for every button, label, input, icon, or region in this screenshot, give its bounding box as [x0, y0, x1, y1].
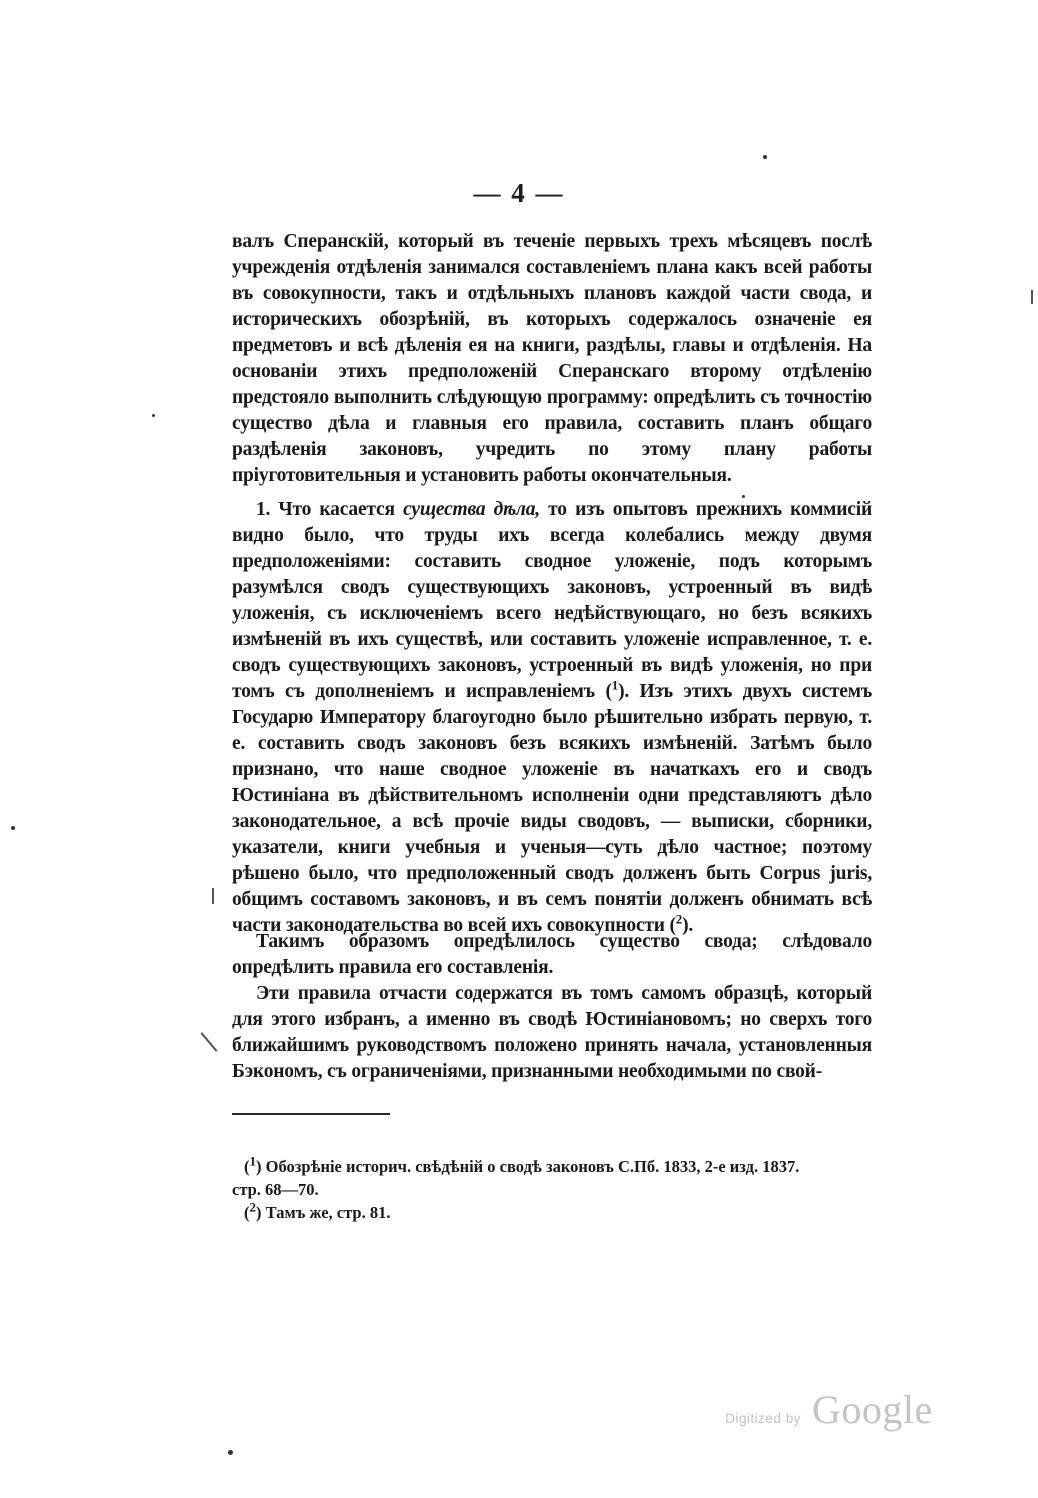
paragraph-continuation: валъ Сперанскій, который въ теченіе первыхъ трехъ мѣсяцевъ послѣ учрежденія отдѣленія занимался составленіемъ плана какъ всей работы въ совокупности, такъ и отдѣльныхъ плановъ каждой части свода, и историческихъ обозрѣній, въ которыхъ содержалось означеніе ея предметовъ и всѣ дѣленія ея на книги, раздѣлы, главы и отдѣленія. На основаніи этихъ предположеній Сперанскаго второму отдѣленію предстояло выполнить слѣдующую программу: опредѣлить съ точностію существо дѣла и главныя его правила, составить планъ общаго раздѣленія законовъ, учредить по этому плану работы пріуготовительныя и установить работы окончательныя.: [232, 231, 872, 486]
watermark-prefix: Digitized by: [725, 1410, 801, 1426]
paragraph-body-b: ). Изъ этихъ двухъ системъ Государю Императору благоугодно было рѣшительно избрать первую, т. е. составить сводъ законовъ безъ всякихъ измѣненій. Затѣмъ было признано, что наше сводное уложеніе въ начаткахъ его и сводъ Юстиніана въ дѣйствительномъ исполненіи одни представляютъ дѣло законодательное, а всѣ прочіе виды сводовъ, — выписки, сборники, указатели, книги учебныя и ученыя—суть дѣло частное; поэтому рѣшено было, что предположенный сводъ долженъ быть Corpus juris, общимъ составомъ законовъ, и въ семъ понятіи долженъ обнимать всѣ части законодательства во всей ихъ совокупности (: [232, 681, 873, 936]
footnote-2: ($^2$) Тамъ же, стр. 81.: [244, 1199, 391, 1222]
scan-speck: [152, 414, 155, 417]
footnote-ref-2[interactable]: 2: [675, 911, 683, 927]
footnote-2-text: Тамъ же, стр. 81.: [265, 1203, 391, 1222]
paragraph-body-c: ).: [682, 915, 694, 936]
scan-speck: [11, 826, 15, 830]
paragraph-body-a: то изъ опытовъ прежнихъ коммисій видно было, что труды ихъ всегда колебались между двумя предположеніями: составить сводное уложеніе, подъ которымъ разумѣлся сводъ существующихъ законовъ, устроенный въ видѣ уложенія, съ исключеніемъ всего недѣйствующаго, но безъ всякихъ измѣненій въ ихъ существѣ, или составить уложеніе исправленное, т. е. сводъ существующихъ законовъ, устроенный въ видѣ уложенія, но при томъ съ дополненіемъ и исправленіемъ (: [232, 499, 873, 702]
google-logo: Google: [812, 1387, 933, 1432]
scan-mark: [201, 1032, 218, 1052]
scan-speck: [763, 155, 767, 159]
italic-term: существа дѣла,: [403, 499, 540, 520]
scan-mark: [212, 888, 214, 904]
scan-speck: [742, 495, 745, 498]
paragraph-section-1: [232, 497, 872, 939]
digitized-watermark: [725, 1386, 945, 1436]
footnote-1-mark: 1: [249, 1153, 256, 1169]
scan-mark: [1031, 290, 1033, 304]
paragraph-definition: Такимъ образомъ опредѣлилось существо свода; слѣдовало опредѣлить правила его составленія.: [232, 931, 872, 978]
paragraph-rules: Эти правила отчасти содержатся въ томъ самомъ образцѣ, который для этого избранъ, а именно въ сводѣ Юстиніановомъ; но сверхъ того ближайшимъ руководствомъ положено принять начала, установленныя Бэкономъ, съ ограниченіями, признанными необходимыми по свой-: [232, 983, 872, 1082]
footnote-divider: [232, 1113, 390, 1115]
footnote-ref-1[interactable]: 1: [611, 677, 619, 693]
scan-speck: [228, 1450, 233, 1455]
footnotes: [232, 1155, 892, 1224]
page-number: — 4 —: [473, 178, 565, 208]
footnote-1: ($^1$) Обозрѣніе историч. свѣдѣній о сводѣ законовъ С.Пб. 1833, 2-е изд. 1837.: [244, 1153, 800, 1176]
footnote-1-text: Обозрѣніе историч. свѣдѣній о сводѣ законовъ С.Пб. 1833, 2-е изд. 1837.: [265, 1157, 800, 1176]
paragraph-lead: 1. Что касается: [256, 499, 404, 520]
footnote-1-continuation: стр. 68—70.: [232, 1180, 319, 1199]
footnote-2-mark: 2: [249, 1199, 256, 1215]
